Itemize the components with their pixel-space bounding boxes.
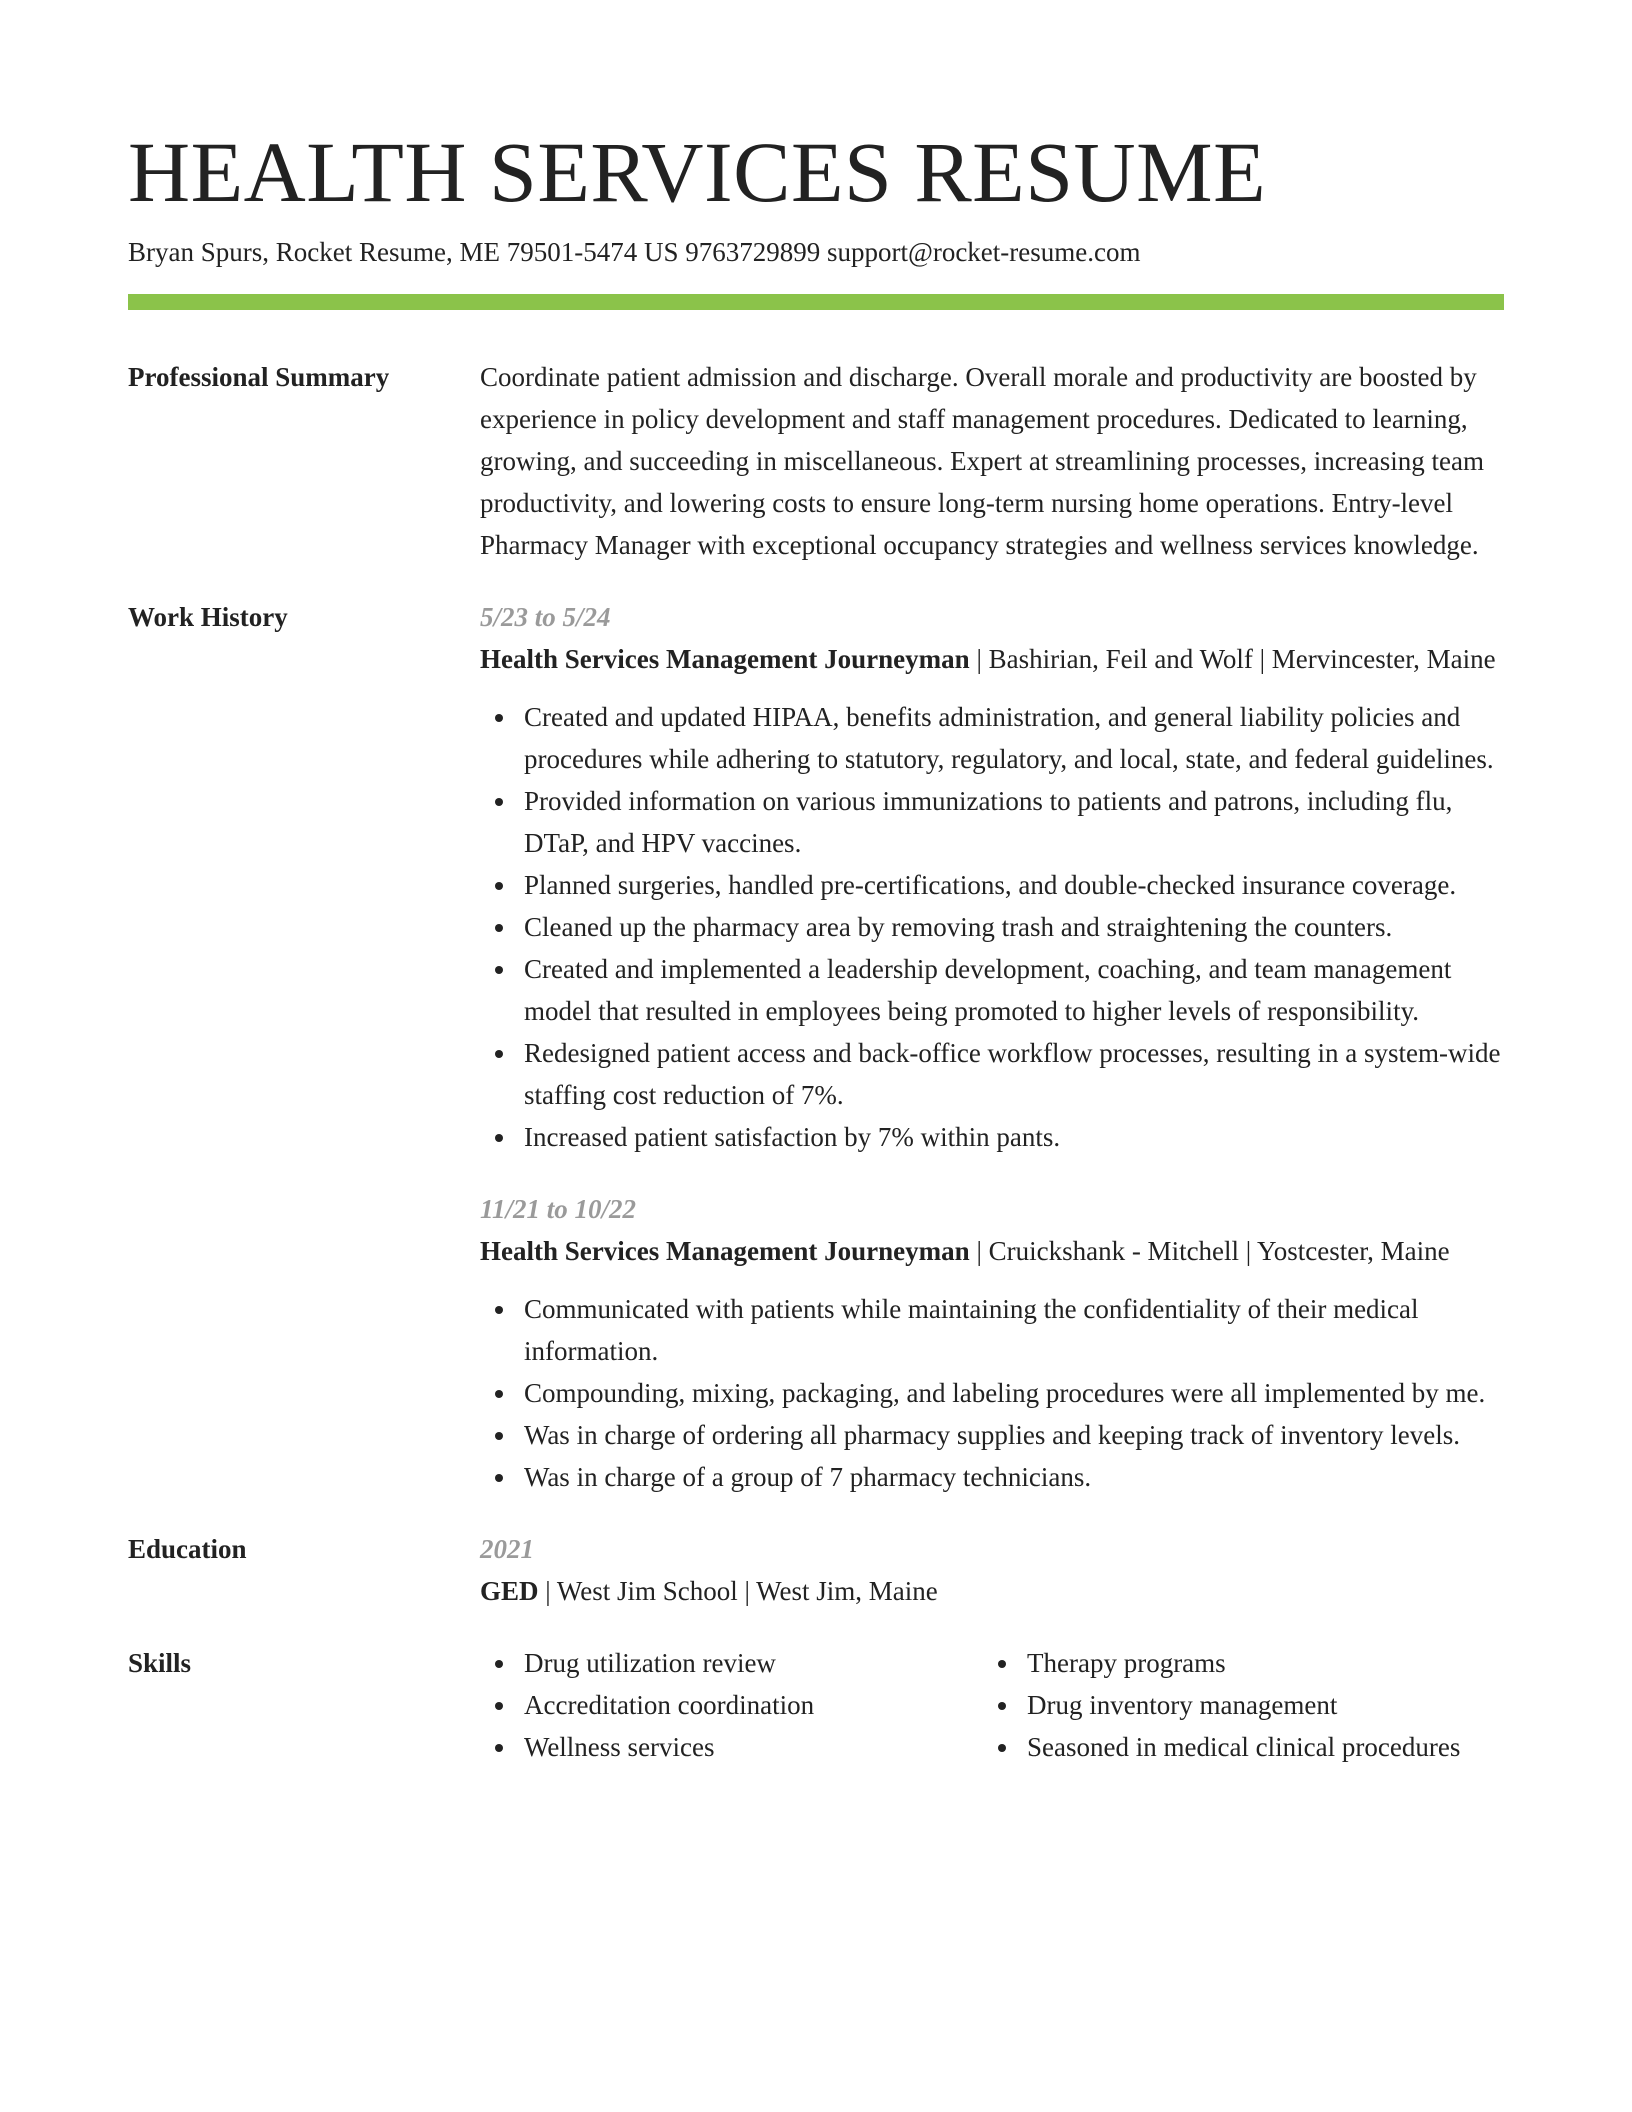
list-item: Communicated with patients while maintaining the confidentiality of their medical information. <box>480 1288 1504 1372</box>
list-item: Drug inventory management <box>983 1684 1486 1726</box>
list-item: Was in charge of a group of 7 pharmacy technicians. <box>480 1456 1504 1498</box>
list-item: Created and updated HIPAA, benefits administration, and general liability policies and procedures while adhering to statutory, regulatory, and local, state, and federal guidelines. <box>480 696 1504 780</box>
resume-page <box>128 118 1504 1768</box>
summary-section <box>128 356 1504 566</box>
education-heading <box>480 1570 1504 1612</box>
education-label: Education <box>128 1534 247 1564</box>
job-details: | Bashirian, Feil and Wolf | Mervincester, Maine <box>969 644 1496 674</box>
skills-list-right <box>983 1642 1486 1768</box>
list-item: Cleaned up the pharmacy area by removing trash and straightening the counters. <box>480 906 1504 948</box>
list-item: Seasoned in medical clinical procedures <box>983 1726 1486 1768</box>
list-item: Planned surgeries, handled pre-certifications, and double-checked insurance coverage. <box>480 864 1504 906</box>
education-details: | West Jim School | West Jim, Maine <box>538 1576 938 1606</box>
summary-text: Coordinate patient admission and discharge. Overall morale and productivity are boosted by experience in policy development and staff management procedures. Dedicated to learning, growing, and succeeding in miscellaneous. Expert at streamlining processes, increasing team productivity, and lowering costs to ensure long-term nursing home operations. Entry-level Pharmacy Manager with exceptional occupancy strategies and wellness services knowledge. <box>480 362 1484 560</box>
job-details: | Cruickshank - Mitchell | Yostcester, Maine <box>969 1236 1450 1266</box>
list-item: Provided information on various immunizations to patients and patrons, including flu, DTaP, and HPV vaccines. <box>480 780 1504 864</box>
list-item: Drug utilization review <box>480 1642 983 1684</box>
job-heading <box>480 1230 1504 1272</box>
education-section <box>128 1528 1504 1612</box>
job-title: Health Services Management Journeyman <box>480 1236 970 1266</box>
skills-label: Skills <box>128 1648 192 1678</box>
header-divider <box>128 294 1504 310</box>
skills-list-left <box>480 1642 983 1768</box>
skills-columns <box>480 1642 1504 1768</box>
list-item: Compounding, mixing, packaging, and labeling procedures were all implemented by me. <box>480 1372 1504 1414</box>
list-item: Redesigned patient access and back-office workflow processes, resulting in a system-wide staffing cost reduction of 7%. <box>480 1032 1504 1116</box>
job-dates: 11/21 to 10/22 <box>480 1194 637 1224</box>
education-degree: GED <box>480 1576 539 1606</box>
list-item: Increased patient satisfaction by 7% within pants. <box>480 1116 1504 1158</box>
job-entry <box>480 596 1504 1158</box>
job-entry <box>480 1188 1504 1498</box>
list-item: Accreditation coordination <box>480 1684 983 1726</box>
list-item: Created and implemented a leadership development, coaching, and team management model that resulted in employees being promoted to higher levels of responsibility. <box>480 948 1504 1032</box>
resume-title: HEALTH SERVICES RESUME <box>128 124 1267 220</box>
skills-section <box>128 1642 1504 1768</box>
list-item: Was in charge of ordering all pharmacy supplies and keeping track of inventory levels. <box>480 1414 1504 1456</box>
job-bullets <box>480 1288 1504 1498</box>
list-item: Therapy programs <box>983 1642 1486 1684</box>
work-history-label: Work History <box>128 602 288 632</box>
contact-line: Bryan Spurs, Rocket Resume, ME 79501-5474 US 9763729899 support@rocket-resume.com <box>128 237 1141 267</box>
list-item: Wellness services <box>480 1726 983 1768</box>
job-heading <box>480 638 1504 680</box>
job-title: Health Services Management Journeyman <box>480 644 970 674</box>
job-bullets <box>480 696 1504 1158</box>
job-dates: 5/23 to 5/24 <box>480 602 611 632</box>
education-year: 2021 <box>480 1534 534 1564</box>
work-history-section <box>128 596 1504 1498</box>
summary-label: Professional Summary <box>128 362 390 392</box>
